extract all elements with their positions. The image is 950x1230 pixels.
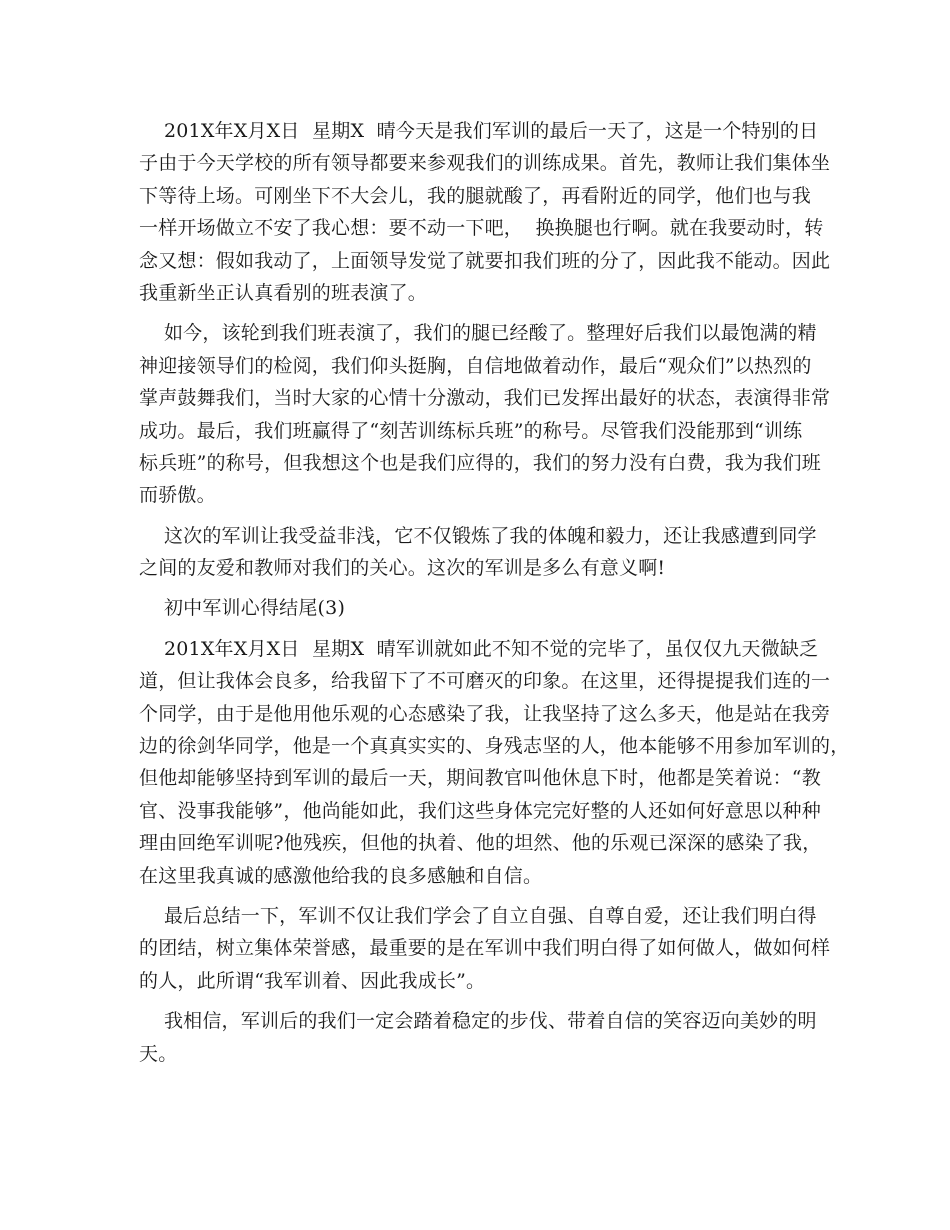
text-line: 而骄傲。 [139, 484, 216, 507]
text-line: 边的徐剑华同学，他是一个真真实实的、身残志坚的人，他本能够不用参加军训的， [139, 735, 850, 758]
text-line: 理由回绝军训呢?他残疾，但他的执着、他的坦然、他的乐观已深深的感染了我， [139, 832, 822, 855]
text-line: 掌声鼓舞我们，当时大家的心情十分激动，我们已发挥出最好的状态，表演得非常 [139, 387, 831, 410]
text-line: 我相信，军训后的我们一定会踏着稳定的步伐、带着自信的笑容迈向美妙的明 [139, 1010, 817, 1033]
text-line: 一样开场做立不安了我心想：要不动一下吧， 换换腿也行啊。就在我要动时，转 [139, 217, 824, 240]
text-line: 的团结，树立集体荣誉感，最重要的是在军训中我们明白得了如何做人，做如何样 [139, 937, 831, 960]
text-line: 道，但让我体会良多，给我留下了不可磨灭的印象。在这里，还得提提我们连的一 [139, 670, 831, 693]
text-line: 201X年X月X日 星期X 晴今天是我们军训的最后一天了，这是一个特别的日 [139, 120, 819, 142]
paragraph-gap [139, 625, 815, 633]
text-line: 官、没事我能够”，他尚能如此，我们这些身体完完好整的人还如何好意思以种种 [139, 799, 821, 822]
text-line: 我重新坐正认真看别的班表演了。 [139, 281, 428, 304]
text-line: 201X年X月X日 星期X 晴军训就如此不知不觉的完毕了，虽仅仅九天微缺乏 [139, 637, 819, 660]
section-heading [139, 592, 815, 624]
paragraph-6 [139, 1005, 815, 1070]
paragraph-4 [139, 633, 850, 892]
paragraph-gap [139, 309, 815, 317]
paragraph-gap [139, 512, 815, 520]
text-line: 子由于今天学校的所有领导都要来参观我们的训练成果。首先，教师让我们集体坐 [139, 152, 831, 175]
text-line: 的人，此所谓“我军训着、因此我成长”。 [139, 969, 486, 992]
text-line: 这次的军训让我受益非浅，它不仅锻炼了我的体魄和毅力，还让我感遭到同学 [139, 524, 817, 547]
text-line: 之间的友爱和教师对我们的关心。这次的军训是多么有意义啊! [139, 557, 666, 580]
heading-line: 初中军训心得结尾(3) [139, 597, 346, 620]
text-line: 个同学，由于是他用他乐观的心态感染了我，让我坚持了这么多天，他是站在我旁 [139, 702, 831, 725]
text-line: 神迎接领导们的检阅，我们仰头挺胸，自信地做着动作，最后“观众们”以热烈的 [139, 354, 812, 377]
paragraph-gap [139, 892, 815, 900]
paragraph-gap [139, 584, 815, 592]
paragraph-2 [139, 317, 831, 511]
text-line: 标兵班”的称号，但我想这个也是我们应得的，我们的努力没有白费，我为我们班 [139, 451, 821, 474]
paragraph-3 [139, 520, 815, 585]
document-body [139, 115, 850, 1070]
paragraph-5 [139, 900, 831, 997]
text-line: 但他却能够坚持到军训的最后一天，期间教官叫他休息下时，他都是笑着说：“教 [139, 767, 821, 790]
text-line: 念又想：假如我动了，上面领导发觉了就要扣我们班的分了，因此我不能动。因此 [139, 249, 831, 272]
paragraph-gap [139, 997, 815, 1005]
text-line: 下等待上场。可刚坐下不大会儿，我的腿就酸了，再看附近的同学，他们也与我 [139, 184, 812, 207]
text-line: 成功。最后，我们班赢得了“刻苦训练标兵班”的称号。尽管我们没能那到“训练 [139, 419, 803, 442]
text-line: 最后总结一下，军训不仅让我们学会了自立自强、自尊自爱，还让我们明白得 [139, 904, 817, 927]
paragraph-1 [139, 115, 831, 309]
text-line: 天。 [139, 1042, 178, 1065]
text-line: 在这里我真诚的感激他给我的良多感触和自信。 [139, 864, 543, 887]
text-line: 如今，该轮到我们班表演了，我们的腿已经酸了。整理好后我们以最饱满的精 [139, 322, 817, 345]
